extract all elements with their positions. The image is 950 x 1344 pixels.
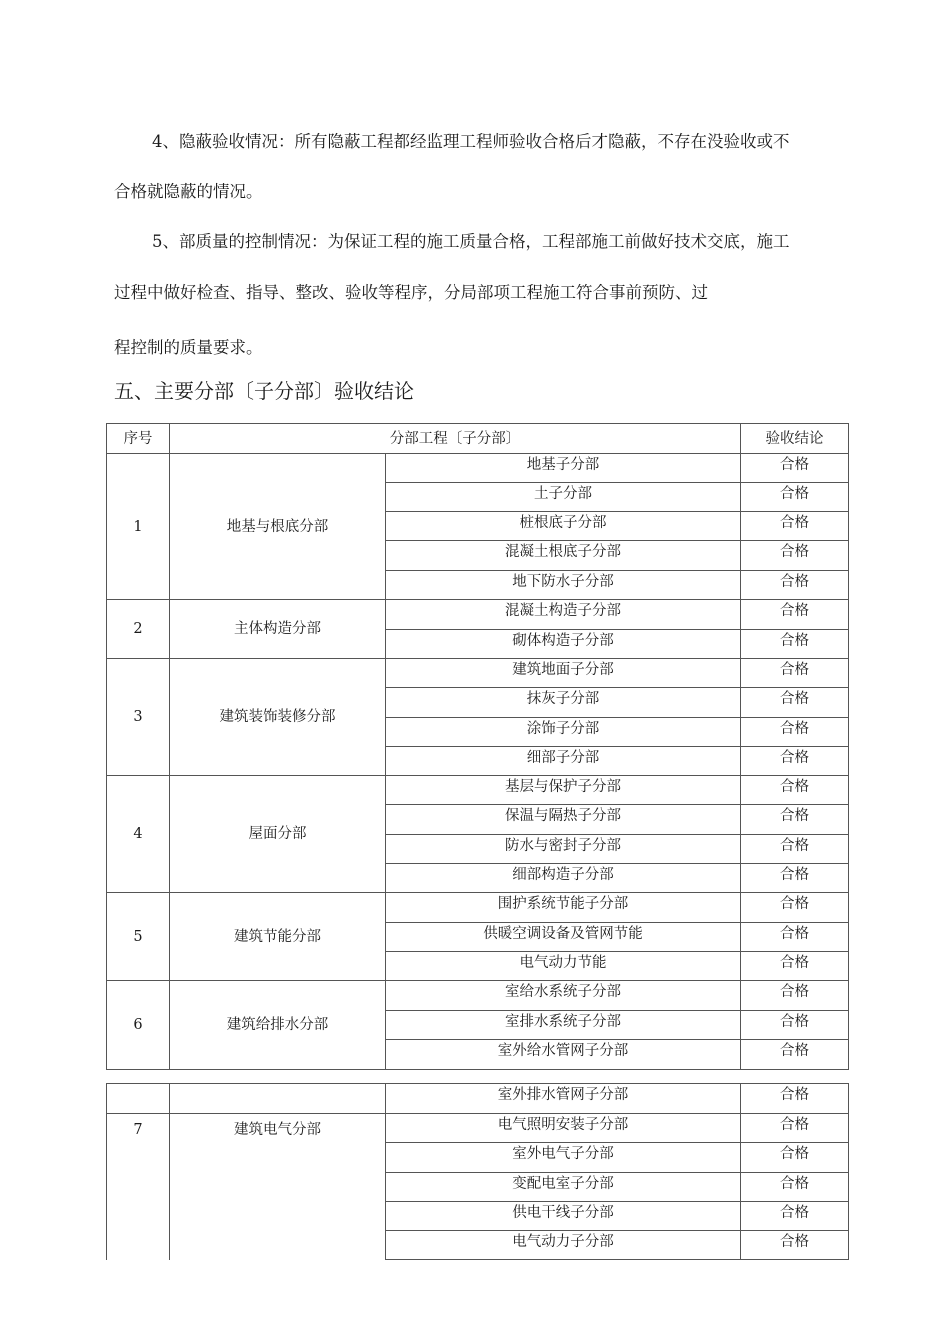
- sub-part-name: 细部子分部: [386, 747, 741, 776]
- acceptance-table: [106, 423, 849, 1070]
- group-number: 5: [107, 893, 170, 981]
- sub-part-result: 合格: [741, 630, 849, 659]
- group-name: 建筑节能分部: [170, 893, 386, 981]
- group-number: 6: [107, 981, 170, 1070]
- group-number: 7: [107, 1114, 170, 1260]
- sub-part-result: 合格: [741, 864, 849, 893]
- sub-part-name: 室排水系统子分部: [386, 1011, 741, 1040]
- table-row: [107, 893, 849, 923]
- sub-part-result: 合格: [741, 747, 849, 776]
- sub-part-result: 合格: [741, 1084, 849, 1114]
- sub-part-name: 砌体构造子分部: [386, 630, 741, 659]
- sub-part-name: 防水与密封子分部: [386, 835, 741, 864]
- table-row: [107, 454, 849, 483]
- sub-part-name: 地基子分部: [386, 454, 741, 483]
- sub-part-result: 合格: [741, 1202, 849, 1231]
- sub-part-name: 室外排水管网子分部: [386, 1084, 741, 1114]
- sub-part-result: 合格: [741, 571, 849, 600]
- group-number: 3: [107, 659, 170, 776]
- acceptance-table-continued: [106, 1083, 849, 1260]
- sub-part-result: 合格: [741, 718, 849, 747]
- paragraph-5-line-1: 5、部质量的控制情况：为保证工程的施工质量合格，工程部施工前做好技术交底，施工: [152, 232, 790, 251]
- group-name: 主体构造分部: [170, 600, 386, 659]
- section-title: 五、主要分部〔子分部〕验收结论: [114, 379, 414, 403]
- sub-part-name: 土子分部: [386, 483, 741, 512]
- sub-part-result: 合格: [741, 659, 849, 688]
- group-name: 屋面分部: [170, 776, 386, 893]
- table-row: [107, 1114, 849, 1143]
- sub-part-name: 建筑地面子分部: [386, 659, 741, 688]
- sub-part-result: 合格: [741, 981, 849, 1011]
- sub-part-result: 合格: [741, 1231, 849, 1260]
- table-row: [107, 600, 849, 630]
- sub-part-name: 围护系统节能子分部: [386, 893, 741, 923]
- table-row: [107, 981, 849, 1011]
- sub-part-result: 合格: [741, 1040, 849, 1070]
- sub-part-result: 合格: [741, 483, 849, 512]
- paragraph-5-line-2: 过程中做好检查、指导、整改、验收等程序，分局部项工程施工符合事前预防、过: [114, 283, 708, 302]
- group-name: 建筑装饰装修分部: [170, 659, 386, 776]
- sub-part-result: 合格: [741, 1011, 849, 1040]
- paragraph-5-line-3: 程控制的质量要求。: [114, 338, 263, 357]
- sub-part-name: 电气动力子分部: [386, 1231, 741, 1260]
- sub-part-name: 基层与保护子分部: [386, 776, 741, 805]
- header-part: 分部工程〔子分部〕: [170, 424, 741, 454]
- sub-part-name: 室外给水管网子分部: [386, 1040, 741, 1070]
- sub-part-name: 抹灰子分部: [386, 688, 741, 718]
- sub-part-result: 合格: [741, 454, 849, 483]
- sub-part-name: 电气动力节能: [386, 952, 741, 981]
- sub-part-result: 合格: [741, 1114, 849, 1143]
- group-name: 建筑电气分部: [170, 1114, 386, 1260]
- sub-part-name: 细部构造子分部: [386, 864, 741, 893]
- sub-part-name: 变配电室子分部: [386, 1173, 741, 1202]
- sub-part-result: 合格: [741, 776, 849, 805]
- header-no: 序号: [107, 424, 170, 454]
- sub-part-result: 合格: [741, 1143, 849, 1173]
- group-number: 2: [107, 600, 170, 659]
- sub-part-result: 合格: [741, 688, 849, 718]
- table-row: [107, 1084, 849, 1114]
- group-name: 地基与根底分部: [170, 454, 386, 600]
- sub-part-name: 混凝土根底子分部: [386, 541, 741, 571]
- sub-part-result: 合格: [741, 600, 849, 630]
- sub-part-name: 室外电气子分部: [386, 1143, 741, 1173]
- table-header-row: [107, 424, 849, 454]
- paragraph-4-line-1: 4、隐蔽验收情况：所有隐蔽工程都经监理工程师验收合格后才隐蔽，不存在没验收或不: [152, 132, 790, 151]
- sub-part-name: 地下防水子分部: [386, 571, 741, 600]
- table-row: [107, 776, 849, 805]
- table-row: [107, 659, 849, 688]
- sub-part-name: 保温与隔热子分部: [386, 805, 741, 835]
- sub-part-result: 合格: [741, 893, 849, 923]
- sub-part-name: 电气照明安装子分部: [386, 1114, 741, 1143]
- sub-part-result: 合格: [741, 952, 849, 981]
- paragraph-4-line-2: 合格就隐蔽的情况。: [114, 182, 263, 201]
- sub-part-name: 涂饰子分部: [386, 718, 741, 747]
- sub-part-result: 合格: [741, 512, 849, 541]
- sub-part-name: 室给水系统子分部: [386, 981, 741, 1011]
- group-name: 建筑给排水分部: [170, 981, 386, 1070]
- header-result: 验收结论: [741, 424, 849, 454]
- sub-part-name: 桩根底子分部: [386, 512, 741, 541]
- sub-part-result: 合格: [741, 1173, 849, 1202]
- group-number: 4: [107, 776, 170, 893]
- sub-part-name: 供暖空调设备及管网节能: [386, 923, 741, 952]
- sub-part-result: 合格: [741, 541, 849, 571]
- empty-cell: [107, 1084, 170, 1114]
- sub-part-name: 供电干线子分部: [386, 1202, 741, 1231]
- sub-part-result: 合格: [741, 805, 849, 835]
- empty-cell: [170, 1084, 386, 1114]
- sub-part-name: 混凝土构造子分部: [386, 600, 741, 630]
- sub-part-result: 合格: [741, 835, 849, 864]
- sub-part-result: 合格: [741, 923, 849, 952]
- group-number: 1: [107, 454, 170, 600]
